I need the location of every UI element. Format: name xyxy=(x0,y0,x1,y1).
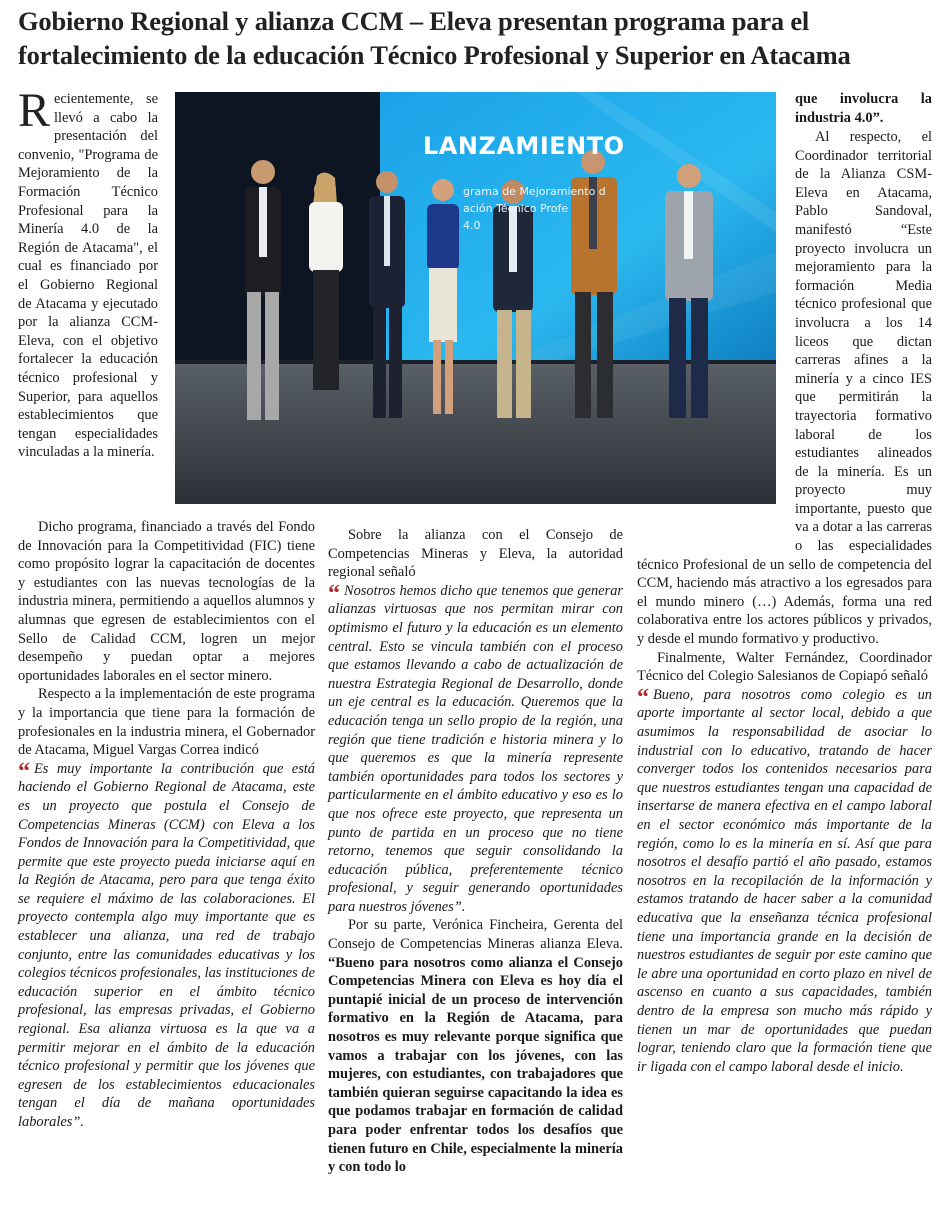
paragraph: Respecto a la implementación de este programa y la importancia que tiene para la formación de profesionales en la industria minera, el Gobernador de Atacama, Miguel Vargas Correa indicó xyxy=(18,686,315,759)
quote-mark-icon: “ xyxy=(637,684,649,711)
column-3 xyxy=(637,128,932,1076)
paragraph xyxy=(18,84,158,462)
screen-title: LANZAMIENTO xyxy=(423,132,625,160)
quote xyxy=(637,686,932,1076)
quote-mark-icon: “ xyxy=(18,758,30,785)
column-3-top xyxy=(795,90,932,127)
photo-wrap-spacer xyxy=(637,128,795,540)
paragraph-text: ecientemente, se llevó a cabo la presentación del convenio, "Programa de Mejoramiento de la Formación Técnico Profesional para la Minería 4.0 de la Región de Atacama", el cual es financiado por el Gobierno Regional de Atacama y ejecutado por la alianza CCM-Eleva, con el objetivo fortalecer la educación técnico profesional y Superior, para aquellos establecimientos que tengan especialidades vinculadas a la minería. xyxy=(18,91,158,461)
quote-text: Es muy importante la contribución que está haciendo el Gobierno Regional de Atacama, este es un proyecto que postula el Consejo de Competencias Mineras (CCM) con Eleva a los Fondos de Innovación para la Competitividad, que permite que este proyecto pueda iniciarse aquí en la Región de Atacama, pero para que tenga éxito se requiere el máximo de las colaboraciones. El proyecto contempla algo muy importante que es establecer una alianza, una red de trabajo conjunto, entre las comunidades educativas y los colegios técnicos profesionales, las instituciones de educación superior en el ámbito técnico profesional, las empresas privadas, el Gobierno regional. Esa alianza virtuosa es la que va a permitir mejorar en el ámbito de la educación técnico profesional y permitir que los jóvenes que egresen de los establecimientos educacionales tengan el día de mañana oportunidades laborales”. xyxy=(18,760,315,1130)
paragraph xyxy=(795,90,932,127)
column-1-top xyxy=(18,84,158,462)
column-1 xyxy=(18,518,315,1132)
paragraph: Dicho programa, financiado a través del Fondo de Innovación para la Competitividad (FIC) tiene como propósito lograr la capacitación de docentes y estudiantes con las nuevas tecnologías de la industria minera, permitiendo a aquellos alumnos y alumnas que egresen de establecimientos con el Sello de Calidad CCM, logren un mejor desempeño y puedan optar a mejores oportunidades laborales en el sector minero. xyxy=(18,519,315,684)
quote-mark-icon: “ xyxy=(328,580,340,607)
column-2 xyxy=(328,526,623,1177)
quote-text: Bueno, para nosotros como colegio es un aporte importante al sector local, debido a que asumimos la responsabilidad de asociar lo industrial con lo educativo, tratando de hacer converger todos los contenidos necesarios para que nuestros estudiantes tengan una capacidad de insertarse de manera efectiva en el campo laboral en el sector económico más importante de la región, como lo es la minería en sí. Así que para nosotros el desafío partió el año pasado, estamos nosotros en la recopilación de la información y estamos tratando de hacer saber a la comunidad educativa que la enseñanza técnica profesional tiene una importancia grande en la decisión de nuestros estudiantes de seguir por este camino que le abre una oportunidad en corto plazo en nivel de ascenso en cuanto a sus capacidades, también dentro de la empresa son mucho más rápido y tienen un mar de oportunidades que puedan lograr, teniendo claro que la formación tiene que ir ligada con el campo laboral desde el inicio. xyxy=(637,686,932,1075)
paragraph: Al respecto, el Coordinador territorial de la Alianza CSM-Eleva en Atacama, Pablo Sandoval, manifestó “Este proyecto involucra un mejoramiento para la formación Media técnico profesional que involucra a los 14 liceos que dictan carreras afines a la minería y a cinco IES que permitirán la trayectoria formativo laboral de los estudiantes alineados de la minería. Es un proyecto muy importante, puesto que va a dotar a las carreras o las especialidades técnico Profesional de un sello de competencia del CCM, haciendo más atractivo a los egresados para el mundo minero (…) Además, forma una red colaborativa entre los actores públicos y privados, y desde el mundo formativo y productivo. xyxy=(637,129,932,648)
screen-line: grama de Mejoramiento d xyxy=(463,185,606,198)
paragraph xyxy=(328,916,623,1176)
paragraph-text: Por su parte, Verónica Fincheira, Gerenta del Consejo de Competencias Mineras alianza Eleva. xyxy=(328,917,623,953)
screen-line: ación Técnico Profe xyxy=(463,202,569,215)
paragraph: Finalmente, Walter Fernández, Coordinador Técnico del Colegio Salesianos de Copiapó señaló xyxy=(637,649,932,685)
quote xyxy=(328,582,623,917)
paragraph-bold-text: “Bueno para nosotros como alianza el Consejo Competencias Minera con Eleva es hoy día el puntapié inicial de un proceso de intervención formativo en la Región de Atacama, para nosotros es muy relevante porque significa que vamos a trabajar con los jóvenes, con las mujeres, con estudiantes, con trabajadores que también quieran seguirse capacitando la idea es que podamos trabajar en formación de calidad para poder enfrentar todos los desafíos que tienen futuro en Chile, especialmente la minería y con todo lo xyxy=(328,954,623,1176)
paragraph-bold-text: que involucra la industria 4.0”. xyxy=(795,91,932,126)
drop-cap: R xyxy=(18,84,51,137)
headline: Gobierno Regional y alianza CCM – Eleva presentan programa para el fortalecimiento de la educación Técnico Profesional y Superior en Atacama xyxy=(18,6,851,70)
person-2 xyxy=(309,172,343,390)
paragraph: Sobre la alianza con el Consejo de Competencias Mineras y Eleva, la autoridad regional señaló xyxy=(328,527,623,581)
screen-line: 4.0 xyxy=(463,219,481,232)
quote xyxy=(18,760,315,1132)
quote-text: Nosotros hemos dicho que tenemos que generar alianzas virtuosas que nos permitan mirar con optimismo el futuro y la educación es un elemento central. Esto se vincula también con el proceso que estamos llevando a cabo de actualización de nuestra Estrategia Regional de Desarrollo, donde un eje central es la educación. Queremos que la educación tenga un sello propio de la región, una región que tiene tradición e historia minera y lo que queremos es que la minería represente también oportunidades para todos los sectores y particularmente en el ámbito educativo y eso es lo que nos ofrece este proyecto, que representa un punto de partida en un proceso que no tiene retorno, tenemos que seguir consolidando la educación pública, preferentemente técnico profesional, y seguir generando oportunidades para nuestros jóvenes”. xyxy=(328,582,623,915)
